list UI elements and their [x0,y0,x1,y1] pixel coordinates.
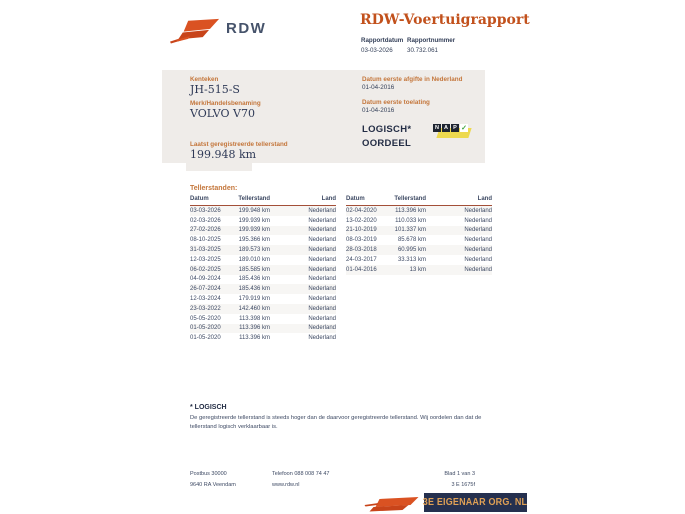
tellerstand-cell: 189.573 km [238,247,270,254]
summary-box-tab [186,163,252,171]
footer-website: www.rdw.nl [272,481,300,488]
table-row [346,216,492,226]
meter-table-left [190,196,336,343]
tellerstand-cell: 179.919 km [238,296,270,303]
tellerstand-cell: 199.939 km [238,217,270,224]
column-header-land: Land [477,196,492,202]
report-number-block [407,37,455,54]
datum-cell: 01-04-2016 [346,266,377,273]
tellerstand-cell: 185.585 km [238,266,270,273]
table-row [346,226,492,236]
report-date-value: 03-03-2026 [361,46,393,54]
tellerstand-cell: 101.337 km [394,227,426,234]
report-number-value: 30.732.061 [407,46,438,54]
tellerstand-cell: 113.396 km [239,335,270,342]
tellerstand-cell: 13 km [409,266,426,273]
footer-address [190,469,236,490]
land-cell: Nederland [308,286,336,293]
report-date-label: Rapportdatum [361,37,404,44]
table-row [346,265,492,275]
datum-cell: 04-09-2024 [190,276,221,283]
land-cell: Nederland [308,207,336,214]
datum-cell: 31-03-2025 [190,247,221,254]
footer-page-number: Blad 1 van 3 [444,471,475,477]
toelating-label: Datum eerste toelating [362,99,430,106]
tellerstand-cell: 85.678 km [397,237,426,244]
logisch-footnote-title: * LOGISCH [190,404,227,411]
owner-banner [424,493,527,512]
datum-cell: 08-10-2025 [190,237,221,244]
banner-rdw-logo-icon [362,496,422,512]
oordeel-line2: OORDEEL [362,138,412,149]
table-row [190,275,336,285]
meter-table-left-header [190,196,336,206]
tellerstand-cell: 199.939 km [238,227,270,234]
table-row [190,226,336,236]
datum-cell: 21-10-2019 [346,227,377,234]
merk-label: Merk/Handelsbenaming [190,100,261,107]
table-row [190,333,336,343]
tellerstand-cell: 33.313 km [397,256,426,263]
land-cell: Nederland [308,325,336,332]
table-row [346,235,492,245]
land-cell: Nederland [308,266,336,273]
tellerstand-cell: 142.460 km [238,305,270,312]
tellerstanden-title: Tellerstanden: [190,185,238,192]
land-cell: Nederland [308,247,336,254]
rdw-wordmark: RDW [226,20,267,37]
nap-logo-squares [433,124,468,132]
datum-cell: 23-03-2022 [190,305,221,312]
table-row [190,284,336,294]
datum-cell: 01-05-2020 [190,325,221,332]
datum-cell: 03-03-2026 [190,207,221,214]
land-cell: Nederland [308,227,336,234]
datum-cell: 26-07-2024 [190,286,221,293]
datum-cell: 24-03-2017 [346,256,377,263]
kenteken-label: Kenteken [190,76,219,83]
footer-doc-code: 3 E 1675f [451,481,475,488]
nap-letter-square: P [451,124,459,132]
land-cell: Nederland [308,237,336,244]
datum-cell: 13-02-2020 [346,217,377,224]
nap-letter-square: N [433,124,441,132]
report-title: RDW-Voertuigrapport [360,12,530,28]
tellerstand-cell: 185.436 km [238,276,270,283]
column-header-datum: Datum [346,196,365,202]
footer-contact [272,469,330,490]
afgifte-label: Datum eerste afgifte in Nederland [362,76,463,83]
datum-cell: 12-03-2025 [190,256,221,263]
datum-cell: 02-04-2020 [346,207,377,214]
toelating-value: 01-04-2016 [362,107,395,114]
footer-address-line2: 9640 RA Veendam [190,481,236,488]
table-row [190,245,336,255]
report-number-label: Rapportnummer [407,37,456,44]
nap-letter-square: A [442,124,450,132]
footer-phone: Telefoon 088 008 74 47 [272,471,330,477]
tellerstand-cell: 60.995 km [397,247,426,254]
report-date-block [361,37,403,54]
land-cell: Nederland [464,217,492,224]
land-cell: Nederland [464,237,492,244]
datum-cell: 08-03-2019 [346,237,377,244]
tellerstand-cell: 113.396 km [239,325,270,332]
table-row [190,324,336,334]
kenteken-value: JH-515-S [190,83,240,96]
land-cell: Nederland [308,256,336,263]
tellerstand-cell: 110.033 km [395,217,426,224]
rdw-logo-icon [170,18,220,48]
datum-cell: 01-05-2020 [190,335,221,342]
column-header-land: Land [321,196,336,202]
tellerstand-cell: 195.366 km [238,237,270,244]
land-cell: Nederland [464,207,492,214]
table-row [346,206,492,216]
nap-logo [433,124,473,139]
column-header-tellerstand: Tellerstand [394,196,426,202]
datum-cell: 27-02-2026 [190,227,221,234]
column-header-tellerstand: Tellerstand [238,196,270,202]
meter-table-right [346,196,492,275]
tellerstand-cell: 113.396 km [395,207,426,214]
datum-cell: 02-03-2026 [190,217,221,224]
land-cell: Nederland [464,266,492,273]
land-cell: Nederland [308,217,336,224]
land-cell: Nederland [308,296,336,303]
meter-table-left-body [190,206,336,343]
table-row [190,304,336,314]
owner-banner-label: 3E EIGENAAR ORG. NL [423,497,528,508]
table-row [346,245,492,255]
table-row [190,216,336,226]
datum-cell: 28-03-2018 [346,247,377,254]
tellerstand-cell: 189.010 km [238,256,270,263]
table-row [190,265,336,275]
afgifte-value: 01-04-2016 [362,84,395,91]
merk-value: VOLVO V70 [190,107,255,120]
datum-cell: 06-02-2025 [190,266,221,273]
tellerstand-cell: 199.948 km [238,207,270,214]
laatste-tellerstand-label: Laatst geregistreerde tellerstand [190,141,288,148]
datum-cell: 12-03-2024 [190,296,221,303]
land-cell: Nederland [464,256,492,263]
column-header-datum: Datum [190,196,209,202]
footer-page-info [405,469,475,490]
table-row [346,255,492,265]
oordeel-line1: LOGISCH* [362,124,412,135]
table-row [190,255,336,265]
meter-table-right-body [346,206,492,275]
land-cell: Nederland [464,247,492,254]
land-cell: Nederland [308,335,336,342]
table-row [190,294,336,304]
land-cell: Nederland [308,305,336,312]
tellerstand-cell: 185.436 km [238,286,270,293]
datum-cell: 05-05-2020 [190,315,221,322]
logisch-footnote-text: De geregistreerde tellerstand is steeds hoger dan de daarvoor geregistreerde tellerstand. Wij oordelen dan dat de tellerstand logisch verklaarbaar is. [190,415,482,431]
meter-table-right-header [346,196,492,206]
land-cell: Nederland [464,227,492,234]
table-row [190,206,336,216]
table-row [190,314,336,324]
tellerstand-cell: 113.398 km [239,315,270,322]
land-cell: Nederland [308,315,336,322]
table-row [190,235,336,245]
land-cell: Nederland [308,276,336,283]
laatste-tellerstand-value: 199.948 km [190,148,257,161]
footer-address-line1: Postbus 30000 [190,471,227,477]
nap-check-icon: ✓ [461,125,467,132]
